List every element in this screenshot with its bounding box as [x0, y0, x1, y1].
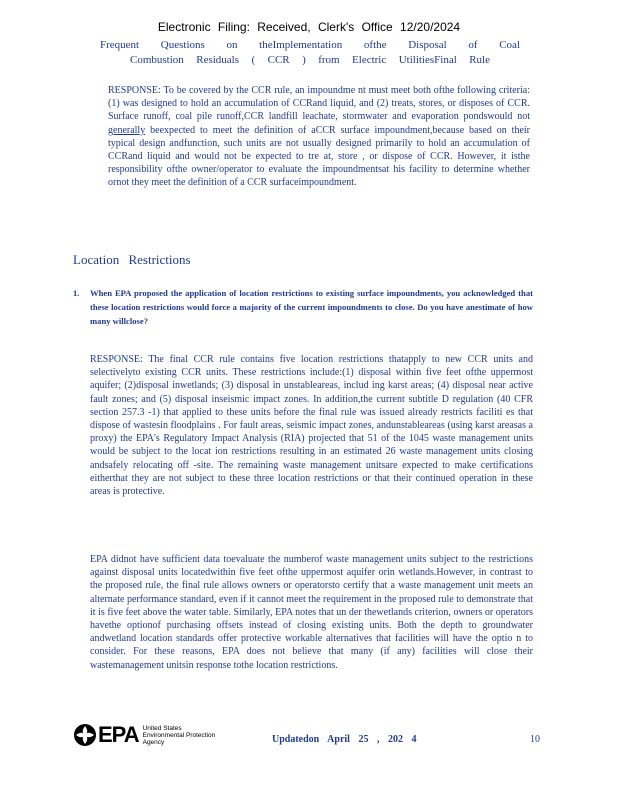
page-number: 10: [530, 734, 540, 745]
document-title: [100, 38, 520, 68]
response-1-text-a: RESPONSE: To be covered by the CCR rule, an impoundme nt must meet both ofthe following criteria: (1) was designed to hold an accumulation of CCRand liquid, and (2) treats, stores, or disposes of CCR. Surface runoff, coal pile runoff,CCR landfill leachate, stormwater and evaporation pondswould not: [108, 85, 530, 123]
title-line-2: Combustion Residuals ( CCR ) from Electric UtilitiesFinal Rule: [130, 54, 490, 66]
question-text: When EPA proposed the application of location restrictions to existing surface impoundments, you acknowledged that these location restrictions would force a majority of the current impoundments to close. Do you have anestimate of how many willclose?: [90, 288, 533, 326]
response-paragraph-2: RESPONSE: The final CCR rule contains five location restrictions thatapply to new CCR units and selectivelyto existing CCR units. These restrictions include:(1) disposal within five feet ofthe uppermost aquifer; (2)disposal inwetlands; (3) disposal in unstableareas, includ ing karst areas; (4) disposal near active fault zones; and (5) disposal inseismic impact zones. In addition,the current subtitle D regulation (40 CFR section 257.3 -1) that applied to these units before the final rule was issued already restricts faciliti es that dispose of wastesin floodplains . For fault areas, seismic impact zones, andunstableareas (using karst areasas a proxy) the EPA's Regulatory Impact Analysis (RIA) projected that 51 of the 1045 waste management units would be subject to the locat ion restrictions resulting in an estimated 26 waste management units closing andsafely relocating off -site. The remaining waste management unitsare expected to make certifications eitherthat they are not subject to these three location restrictions or that their continued operation in these areas is protective.: [90, 354, 533, 498]
agency-line-2: Environmental Protection: [142, 731, 216, 739]
response-1-text-b: beexpected to meet the definition of aCCR surface impoundment,because based on their typical design andfunction, such units are not usually designed primarily to hold an accumulation of CCRand liquid and would not be expected to tre at, store , or dispose of CCR. However, it isthe responsibility ofthe owner/operator to evaluate the impoundmentsat his facility to determine whether ornot they meet the definition of a CCR surfaceimpoundment.: [108, 124, 530, 189]
question-number: 1.: [73, 288, 80, 298]
page-footer: [0, 722, 618, 752]
epa-agency-name: [143, 725, 216, 746]
epa-logo-text: EPA: [98, 722, 139, 747]
filing-stamp: Electronic Filing: Received, Clerk's Office 12/20/2024: [157, 20, 461, 34]
updated-date: Updatedon April 25 , 202 4: [272, 734, 417, 745]
response-1-underlined-word: generally: [108, 124, 146, 136]
title-line-1: Frequent Questions on theImplementation ofthe Disposal of Coal: [100, 39, 520, 51]
section-heading: Location Restrictions: [73, 252, 191, 267]
response-paragraph-3: EPA didnot have sufficient data toevaluate the numberof waste management units subject to the restrictions against disposal units locatedwithin five feet ofthe uppermost aquifer orin wetlands.However, in contrast to the proposed rule, the final rule allows owners or operatorsto certify that a waste management unit meets an alternate performance standard, even if it cannot meet the requirement in the proposed rule to demonstrate that it is five feet above the water table. Similarly, EPA notes that un der thewetlands criterion, owners or operators havethe optionof purchasing offsets instead of closing existing units. Both the depth to groundwater andwetland location standards offer protective workable alternatives that facilities will have the optio n to consider. For these reasons, EPA does not believe that many (if any) facilities will close their wastemanagement unitsin response tothe location restrictions.: [90, 554, 533, 671]
epa-flower-icon: [73, 723, 97, 747]
question-1: [73, 286, 533, 328]
agency-line-1: United States: [142, 724, 182, 732]
agency-line-3: Agency: [142, 738, 165, 746]
response-paragraph-1: [108, 84, 530, 190]
epa-logo: [73, 722, 215, 748]
